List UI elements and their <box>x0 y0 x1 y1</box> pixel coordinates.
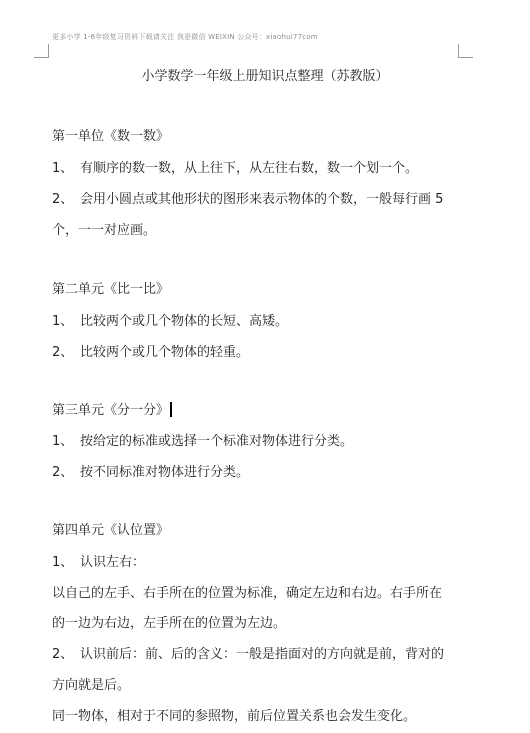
crop-mark-right-horizontal <box>458 57 473 58</box>
document-title: 小学数学一年级上册知识点整理（苏教版） <box>141 69 389 84</box>
item-number: 2、 <box>52 465 74 480</box>
item-text: 按不同标准对物体进行分类。 <box>80 465 250 480</box>
unit-4-item-2 <box>52 643 444 662</box>
item-number: 1、 <box>52 555 74 570</box>
unit-4-item-1 <box>52 551 145 570</box>
item-number: 1、 <box>52 314 74 329</box>
unit-2-heading: 第二单元《比一比》 <box>52 282 170 297</box>
unit-4-paragraph-line-1: 以自己的左手、右手所在的位置为标准，确定左边和右边。右手所在 <box>52 586 443 601</box>
unit-4-paragraph-line-3: 同一物体，相对于不同的参照物，前后位置关系也会发生变化。 <box>52 709 417 724</box>
unit-1-item-2 <box>52 188 443 207</box>
item-number: 2、 <box>52 647 74 662</box>
unit-3-item-2 <box>52 461 249 480</box>
item-text: 比较两个或几个物体的长短、高矮。 <box>80 314 289 329</box>
unit-3-item-1 <box>52 430 353 449</box>
item-text: 认识左右： <box>80 555 146 570</box>
crop-mark-right-vertical <box>458 44 459 58</box>
header-note: 更多小学 1-6年级复习资料下载请关注 我是微信 WEIXIN 公众号：xiaohui77com <box>52 33 318 41</box>
unit-2-item-1 <box>52 310 288 329</box>
crop-mark-left-horizontal <box>34 57 49 58</box>
unit-3-heading <box>52 399 172 418</box>
item-number: 2、 <box>52 192 74 207</box>
unit-3-heading-text: 第三单元《分一分》 <box>52 403 170 418</box>
text-cursor <box>170 402 172 417</box>
item-number: 1、 <box>52 434 74 449</box>
unit-4-paragraph-line-2: 的一边为右边，左手所在的位置为左边。 <box>52 616 287 631</box>
unit-1-heading: 第一单位《数一数》 <box>52 129 170 144</box>
unit-4-item-2-continued: 方向就是后。 <box>52 678 131 693</box>
item-number: 2、 <box>52 345 74 360</box>
unit-4-heading: 第四单元《认位置》 <box>52 523 170 538</box>
unit-1-item-1 <box>52 157 418 176</box>
unit-1-item-2-continued: 个，一一对应画。 <box>52 223 157 238</box>
item-text: 认识前后：前、后的含义：一般是指面对的方向就是前，背对的 <box>80 647 445 662</box>
item-text: 有顺序的数一数，从上往下，从左往右数，数一个划一个。 <box>80 161 419 176</box>
item-text: 会用小圆点或其他形状的图形来表示物体的个数，一般每行画 5 <box>80 192 444 207</box>
item-number: 1、 <box>52 161 74 176</box>
crop-mark-left-vertical <box>48 44 49 58</box>
item-text: 比较两个或几个物体的轻重。 <box>80 345 250 360</box>
unit-2-item-2 <box>52 341 249 360</box>
item-text: 按给定的标准或选择一个标准对物体进行分类。 <box>80 434 354 449</box>
